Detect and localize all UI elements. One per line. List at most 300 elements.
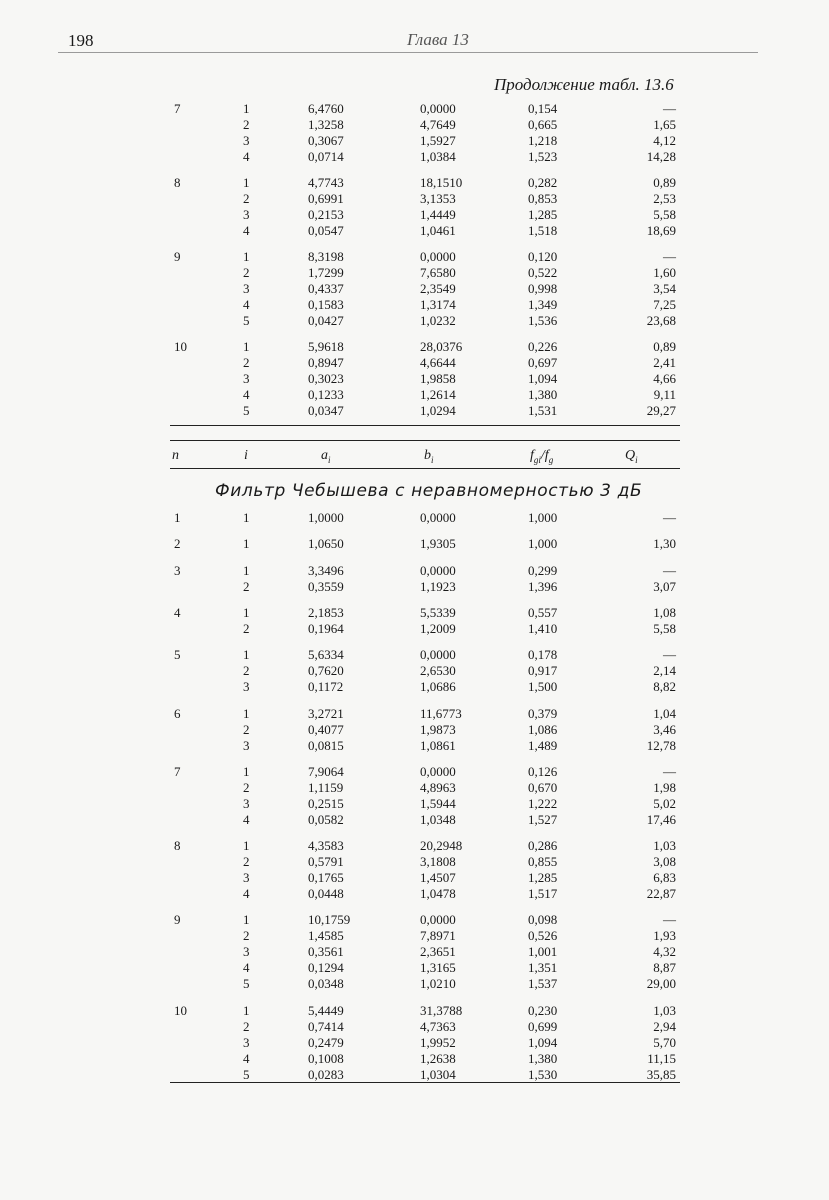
- col-header-q-sub: i: [635, 454, 638, 465]
- cell-f: 1,396: [528, 578, 558, 594]
- cell-i: 2: [243, 578, 250, 594]
- cell-a: 5,4449: [308, 1002, 344, 1018]
- cell-a: 0,2515: [308, 795, 344, 811]
- cell-b: 0,0000: [420, 647, 456, 663]
- cell-f: 0,282: [528, 175, 558, 190]
- table-row: [0, 403, 829, 419]
- cell-i: 2: [243, 1018, 250, 1034]
- cell-q: 4,32: [653, 944, 676, 960]
- cell-q: 29,27: [646, 403, 676, 418]
- cell-a: 0,6991: [308, 191, 344, 206]
- table-row: [0, 281, 829, 297]
- cell-a: 0,1765: [308, 870, 344, 886]
- cell-q: 1,03: [653, 838, 676, 854]
- cell-b: 1,1923: [420, 578, 456, 594]
- table-row: [0, 647, 829, 663]
- cell-i: 3: [243, 737, 250, 753]
- cell-f: 0,286: [528, 838, 558, 854]
- cell-a: 0,0547: [308, 223, 344, 238]
- col-header-b-symbol: b: [424, 448, 431, 463]
- table-rule-header-bottom: [170, 468, 680, 469]
- cell-a: 0,4077: [308, 721, 344, 737]
- cell-a: 5,6334: [308, 647, 344, 663]
- cell-i: 5: [243, 313, 250, 328]
- cell-n: 3: [174, 562, 181, 578]
- cell-n: 7: [174, 101, 181, 116]
- cell-b: 0,0000: [420, 510, 456, 525]
- cell-f: 1,285: [528, 870, 558, 886]
- cell-b: 4,6644: [420, 355, 456, 370]
- cell-i: 1: [243, 562, 250, 578]
- cell-b: 1,0384: [420, 149, 456, 164]
- table-row: [0, 387, 829, 403]
- cell-f: 0,665: [528, 117, 558, 132]
- cell-f: 0,699: [528, 1018, 558, 1034]
- cell-q: 29,00: [646, 976, 676, 992]
- cell-f: 1,380: [528, 387, 558, 402]
- cell-q: 5,58: [653, 620, 676, 636]
- cell-a: 0,4337: [308, 281, 344, 296]
- cell-i: 4: [243, 811, 250, 827]
- cell-a: 0,1583: [308, 297, 344, 312]
- cell-q: 2,94: [653, 1018, 676, 1034]
- cell-f: 0,670: [528, 779, 558, 795]
- cell-b: 0,0000: [420, 249, 456, 264]
- cell-i: 2: [243, 265, 250, 280]
- cell-q: —: [663, 249, 676, 264]
- header-rule: [58, 52, 758, 53]
- cell-i: 3: [243, 795, 250, 811]
- cell-q: —: [663, 647, 676, 663]
- cell-b: 1,5927: [420, 133, 456, 148]
- cell-f: 1,523: [528, 149, 558, 164]
- cell-a: 0,1233: [308, 387, 344, 402]
- cell-q: 1,65: [653, 117, 676, 132]
- col-header-b: [424, 448, 434, 465]
- table-row: [0, 1067, 829, 1083]
- cell-b: 0,0000: [420, 562, 456, 578]
- cell-f: 1,094: [528, 1034, 558, 1050]
- cell-i: 2: [243, 355, 250, 370]
- cell-i: 1: [243, 604, 250, 620]
- table-row: [0, 117, 829, 133]
- cell-f: 0,855: [528, 854, 558, 870]
- cell-q: 5,02: [653, 795, 676, 811]
- cell-b: 1,0232: [420, 313, 456, 328]
- cell-b: 1,0210: [420, 976, 456, 992]
- cell-f: 0,697: [528, 355, 558, 370]
- col-header-f-sub: gi: [533, 454, 541, 465]
- cell-q: —: [663, 510, 676, 525]
- cell-b: 7,8971: [420, 928, 456, 944]
- cell-n: 9: [174, 912, 181, 928]
- cell-f: 0,230: [528, 1002, 558, 1018]
- cell-q: —: [663, 763, 676, 779]
- cell-b: 1,9873: [420, 721, 456, 737]
- cell-f: 1,001: [528, 944, 558, 960]
- cell-b: 4,7363: [420, 1018, 456, 1034]
- cell-a: 3,2721: [308, 705, 344, 721]
- table-row: [0, 536, 829, 552]
- table-continuation-label: Продолжение табл. 13.6: [494, 75, 674, 94]
- table-row: [0, 133, 829, 149]
- cell-a: 2,1853: [308, 604, 344, 620]
- cell-b: 1,2614: [420, 387, 456, 402]
- col-header-q-symbol: Q: [625, 448, 636, 463]
- cell-b: 1,3174: [420, 297, 456, 312]
- cell-b: 7,6580: [420, 265, 456, 280]
- cell-n: 10: [174, 1002, 187, 1018]
- cell-f: 1,380: [528, 1050, 558, 1066]
- cell-b: 28,0376: [420, 339, 463, 354]
- col-header-a-symbol: a: [321, 448, 328, 463]
- cell-b: 3,1353: [420, 191, 456, 206]
- table-row: [0, 101, 829, 117]
- cell-i: 5: [243, 1066, 250, 1082]
- cell-f: 1,537: [528, 976, 558, 992]
- cell-a: 0,0427: [308, 313, 344, 328]
- cell-q: 7,25: [653, 297, 676, 312]
- cell-f: 1,536: [528, 313, 558, 328]
- cell-a: 0,0714: [308, 149, 344, 164]
- cell-q: 1,04: [653, 705, 676, 721]
- cell-n: 5: [174, 647, 181, 663]
- cell-f: 1,285: [528, 207, 558, 222]
- cell-q: 18,69: [646, 223, 676, 238]
- cell-b: 0,0000: [420, 912, 456, 928]
- cell-a: 0,3561: [308, 944, 344, 960]
- cell-b: 1,0861: [420, 737, 456, 753]
- cell-q: 6,83: [653, 870, 676, 886]
- cell-a: 8,3198: [308, 249, 344, 264]
- cell-n: 10: [174, 339, 187, 354]
- cell-q: 8,82: [653, 679, 676, 695]
- cell-a: 0,2479: [308, 1034, 344, 1050]
- table-row: [0, 621, 829, 637]
- table-row: [0, 780, 829, 796]
- table-row: [0, 1019, 829, 1035]
- table-row: [0, 886, 829, 902]
- cell-a: 0,2153: [308, 207, 344, 222]
- cell-q: 2,53: [653, 191, 676, 206]
- cell-n: 2: [174, 536, 181, 552]
- section-title: Фильтр Чебышева с неравномерностью 3 дБ: [215, 481, 643, 501]
- cell-i: 1: [243, 510, 250, 525]
- table-row: [0, 355, 829, 371]
- col-header-a-sub: i: [328, 454, 331, 465]
- col-header-f: [530, 448, 553, 465]
- cell-b: 3,1808: [420, 854, 456, 870]
- cell-f: 0,526: [528, 928, 558, 944]
- cell-i: 1: [243, 763, 250, 779]
- running-head: Глава 13: [407, 30, 469, 49]
- table-row: [0, 149, 829, 165]
- cell-a: 0,3559: [308, 578, 344, 594]
- cell-i: 5: [243, 976, 250, 992]
- cell-i: 3: [243, 1034, 250, 1050]
- cell-f: 1,218: [528, 133, 558, 148]
- cell-f: 1,527: [528, 811, 558, 827]
- cell-i: 1: [243, 339, 250, 354]
- col-header-f-symbol: f: [530, 448, 534, 463]
- cell-n: 7: [174, 763, 181, 779]
- cell-i: 4: [243, 297, 250, 312]
- cell-q: —: [663, 101, 676, 116]
- cell-b: 1,0461: [420, 223, 456, 238]
- table-row: [0, 738, 829, 754]
- cell-q: 4,12: [653, 133, 676, 148]
- cell-b: 5,5339: [420, 604, 456, 620]
- cell-f: 1,517: [528, 886, 558, 902]
- cell-a: 0,1008: [308, 1050, 344, 1066]
- cell-i: 2: [243, 117, 250, 132]
- table-row: [0, 1035, 829, 1051]
- cell-b: 1,0348: [420, 811, 456, 827]
- cell-q: —: [663, 912, 676, 928]
- cell-a: 1,0650: [308, 536, 344, 552]
- cell-i: 2: [243, 779, 250, 795]
- cell-i: 4: [243, 960, 250, 976]
- col-header-a: [321, 448, 331, 465]
- cell-a: 0,3067: [308, 133, 344, 148]
- table-row: [0, 510, 829, 526]
- cell-a: 6,4760: [308, 101, 344, 116]
- cell-i: 3: [243, 679, 250, 695]
- cell-i: 4: [243, 886, 250, 902]
- cell-q: 1,93: [653, 928, 676, 944]
- cell-a: 1,4585: [308, 928, 344, 944]
- table-row: [0, 223, 829, 239]
- cell-a: 7,9064: [308, 763, 344, 779]
- cell-f: 1,000: [528, 536, 558, 552]
- table-row: [0, 297, 829, 313]
- cell-f: 0,226: [528, 339, 558, 354]
- cell-f: 1,349: [528, 297, 558, 312]
- cell-q: 23,68: [646, 313, 676, 328]
- cell-q: 1,03: [653, 1002, 676, 1018]
- table-row: [0, 870, 829, 886]
- cell-b: 0,0000: [420, 763, 456, 779]
- cell-q: 3,07: [653, 578, 676, 594]
- cell-b: 1,4507: [420, 870, 456, 886]
- cell-a: 0,1172: [308, 679, 344, 695]
- table-row: [0, 928, 829, 944]
- cell-f: 0,917: [528, 663, 558, 679]
- cell-b: 0,0000: [420, 101, 456, 116]
- cell-n: 1: [174, 510, 181, 525]
- cell-b: 2,6530: [420, 663, 456, 679]
- cell-i: 1: [243, 647, 250, 663]
- cell-q: 3,46: [653, 721, 676, 737]
- cell-b: 1,0294: [420, 403, 456, 418]
- cell-i: 4: [243, 149, 250, 164]
- cell-a: 1,1159: [308, 779, 344, 795]
- cell-a: 0,0348: [308, 976, 344, 992]
- cell-n: 6: [174, 705, 181, 721]
- col-header-i: i: [244, 448, 248, 463]
- cell-q: 1,98: [653, 779, 676, 795]
- cell-f: 1,410: [528, 620, 558, 636]
- cell-f: 1,531: [528, 403, 558, 418]
- table-row: [0, 976, 829, 992]
- table-row: [0, 838, 829, 854]
- cell-i: 1: [243, 249, 250, 264]
- cell-f: 0,853: [528, 191, 558, 206]
- cell-i: 1: [243, 838, 250, 854]
- cell-q: 5,70: [653, 1034, 676, 1050]
- cell-n: 9: [174, 249, 181, 264]
- cell-q: 12,78: [646, 737, 676, 753]
- cell-i: 5: [243, 403, 250, 418]
- cell-b: 18,1510: [420, 175, 463, 190]
- cell-a: 0,0448: [308, 886, 344, 902]
- cell-i: 1: [243, 536, 250, 552]
- table-row: [0, 371, 829, 387]
- cell-f: 0,379: [528, 705, 558, 721]
- cell-b: 2,3651: [420, 944, 456, 960]
- cell-a: 0,0815: [308, 737, 344, 753]
- table-row: [0, 175, 829, 191]
- cell-a: 0,3023: [308, 371, 344, 386]
- table-row: [0, 663, 829, 679]
- cell-n: 4: [174, 604, 181, 620]
- cell-a: 0,7414: [308, 1018, 344, 1034]
- cell-f: 1,222: [528, 795, 558, 811]
- col-header-f-sub2: g: [548, 454, 554, 465]
- cell-i: 4: [243, 223, 250, 238]
- cell-n: 8: [174, 175, 181, 190]
- cell-i: 2: [243, 928, 250, 944]
- cell-f: 1,489: [528, 737, 558, 753]
- col-header-q: [625, 448, 638, 465]
- cell-a: 1,7299: [308, 265, 344, 280]
- cell-q: 1,60: [653, 265, 676, 280]
- cell-f: 1,086: [528, 721, 558, 737]
- cell-i: 3: [243, 371, 250, 386]
- cell-q: 1,08: [653, 604, 676, 620]
- cell-b: 1,0686: [420, 679, 456, 695]
- cell-a: 0,0283: [308, 1066, 344, 1082]
- cell-b: 1,9858: [420, 371, 456, 386]
- cell-b: 4,7649: [420, 117, 456, 132]
- cell-a: 0,1964: [308, 620, 344, 636]
- cell-q: —: [663, 562, 676, 578]
- cell-i: 1: [243, 1002, 250, 1018]
- table-row: [0, 1051, 829, 1067]
- cell-b: 11,6773: [420, 705, 462, 721]
- cell-i: 3: [243, 133, 250, 148]
- cell-q: 1,30: [653, 536, 676, 552]
- cell-q: 3,54: [653, 281, 676, 296]
- cell-f: 1,351: [528, 960, 558, 976]
- cell-a: 0,1294: [308, 960, 344, 976]
- cell-b: 1,2009: [420, 620, 456, 636]
- cell-i: 4: [243, 387, 250, 402]
- table-row: [0, 563, 829, 579]
- table-rule-top: [170, 425, 680, 426]
- cell-q: 17,46: [646, 811, 676, 827]
- cell-f: 0,098: [528, 912, 558, 928]
- cell-i: 3: [243, 281, 250, 296]
- cell-i: 2: [243, 721, 250, 737]
- cell-a: 4,3583: [308, 838, 344, 854]
- cell-q: 2,14: [653, 663, 676, 679]
- table-row: [0, 605, 829, 621]
- cell-q: 8,87: [653, 960, 676, 976]
- cell-a: 0,8947: [308, 355, 344, 370]
- table-row: [0, 706, 829, 722]
- cell-i: 2: [243, 191, 250, 206]
- cell-i: 3: [243, 207, 250, 222]
- cell-i: 4: [243, 1050, 250, 1066]
- cell-b: 1,0478: [420, 886, 456, 902]
- cell-q: 9,11: [653, 387, 676, 402]
- cell-b: 1,4449: [420, 207, 456, 222]
- cell-b: 1,0304: [420, 1066, 456, 1082]
- table-row: [0, 944, 829, 960]
- table-row: [0, 722, 829, 738]
- table-row: [0, 796, 829, 812]
- table-row: [0, 579, 829, 595]
- table-row: [0, 313, 829, 329]
- cell-i: 1: [243, 175, 250, 190]
- cell-a: 0,0582: [308, 811, 344, 827]
- cell-i: 1: [243, 101, 250, 116]
- cell-b: 1,2638: [420, 1050, 456, 1066]
- cell-i: 2: [243, 854, 250, 870]
- cell-i: 2: [243, 663, 250, 679]
- table-row: [0, 854, 829, 870]
- cell-a: 3,3496: [308, 562, 344, 578]
- cell-f: 0,178: [528, 647, 558, 663]
- cell-n: 8: [174, 838, 181, 854]
- cell-f: 0,522: [528, 265, 558, 280]
- table-row: [0, 207, 829, 223]
- cell-a: 0,5791: [308, 854, 344, 870]
- cell-f: 1,530: [528, 1066, 558, 1082]
- cell-f: 0,120: [528, 249, 558, 264]
- cell-a: 4,7743: [308, 175, 344, 190]
- cell-q: 0,89: [653, 175, 676, 190]
- cell-b: 2,3549: [420, 281, 456, 296]
- cell-a: 5,9618: [308, 339, 344, 354]
- table-row: [0, 339, 829, 355]
- col-header-n: n: [172, 448, 179, 463]
- cell-f: 0,998: [528, 281, 558, 296]
- table-rule-bottom: [170, 1082, 680, 1083]
- cell-a: 1,3258: [308, 117, 344, 132]
- cell-a: 0,0347: [308, 403, 344, 418]
- cell-q: 2,41: [653, 355, 676, 370]
- cell-f: 0,557: [528, 604, 558, 620]
- cell-b: 1,9305: [420, 536, 456, 552]
- cell-a: 10,1759: [308, 912, 351, 928]
- cell-q: 5,58: [653, 207, 676, 222]
- table-row: [0, 912, 829, 928]
- cell-i: 1: [243, 912, 250, 928]
- cell-b: 20,2948: [420, 838, 463, 854]
- cell-a: 0,7620: [308, 663, 344, 679]
- cell-q: 14,28: [646, 149, 676, 164]
- table-rule-header-top: [170, 440, 680, 441]
- cell-b: 1,9952: [420, 1034, 456, 1050]
- cell-a: 1,0000: [308, 510, 344, 525]
- col-header-f-sep: /f: [540, 448, 549, 463]
- table-row: [0, 679, 829, 695]
- page-number: 198: [68, 31, 94, 50]
- cell-q: 3,08: [653, 854, 676, 870]
- cell-f: 1,000: [528, 510, 558, 525]
